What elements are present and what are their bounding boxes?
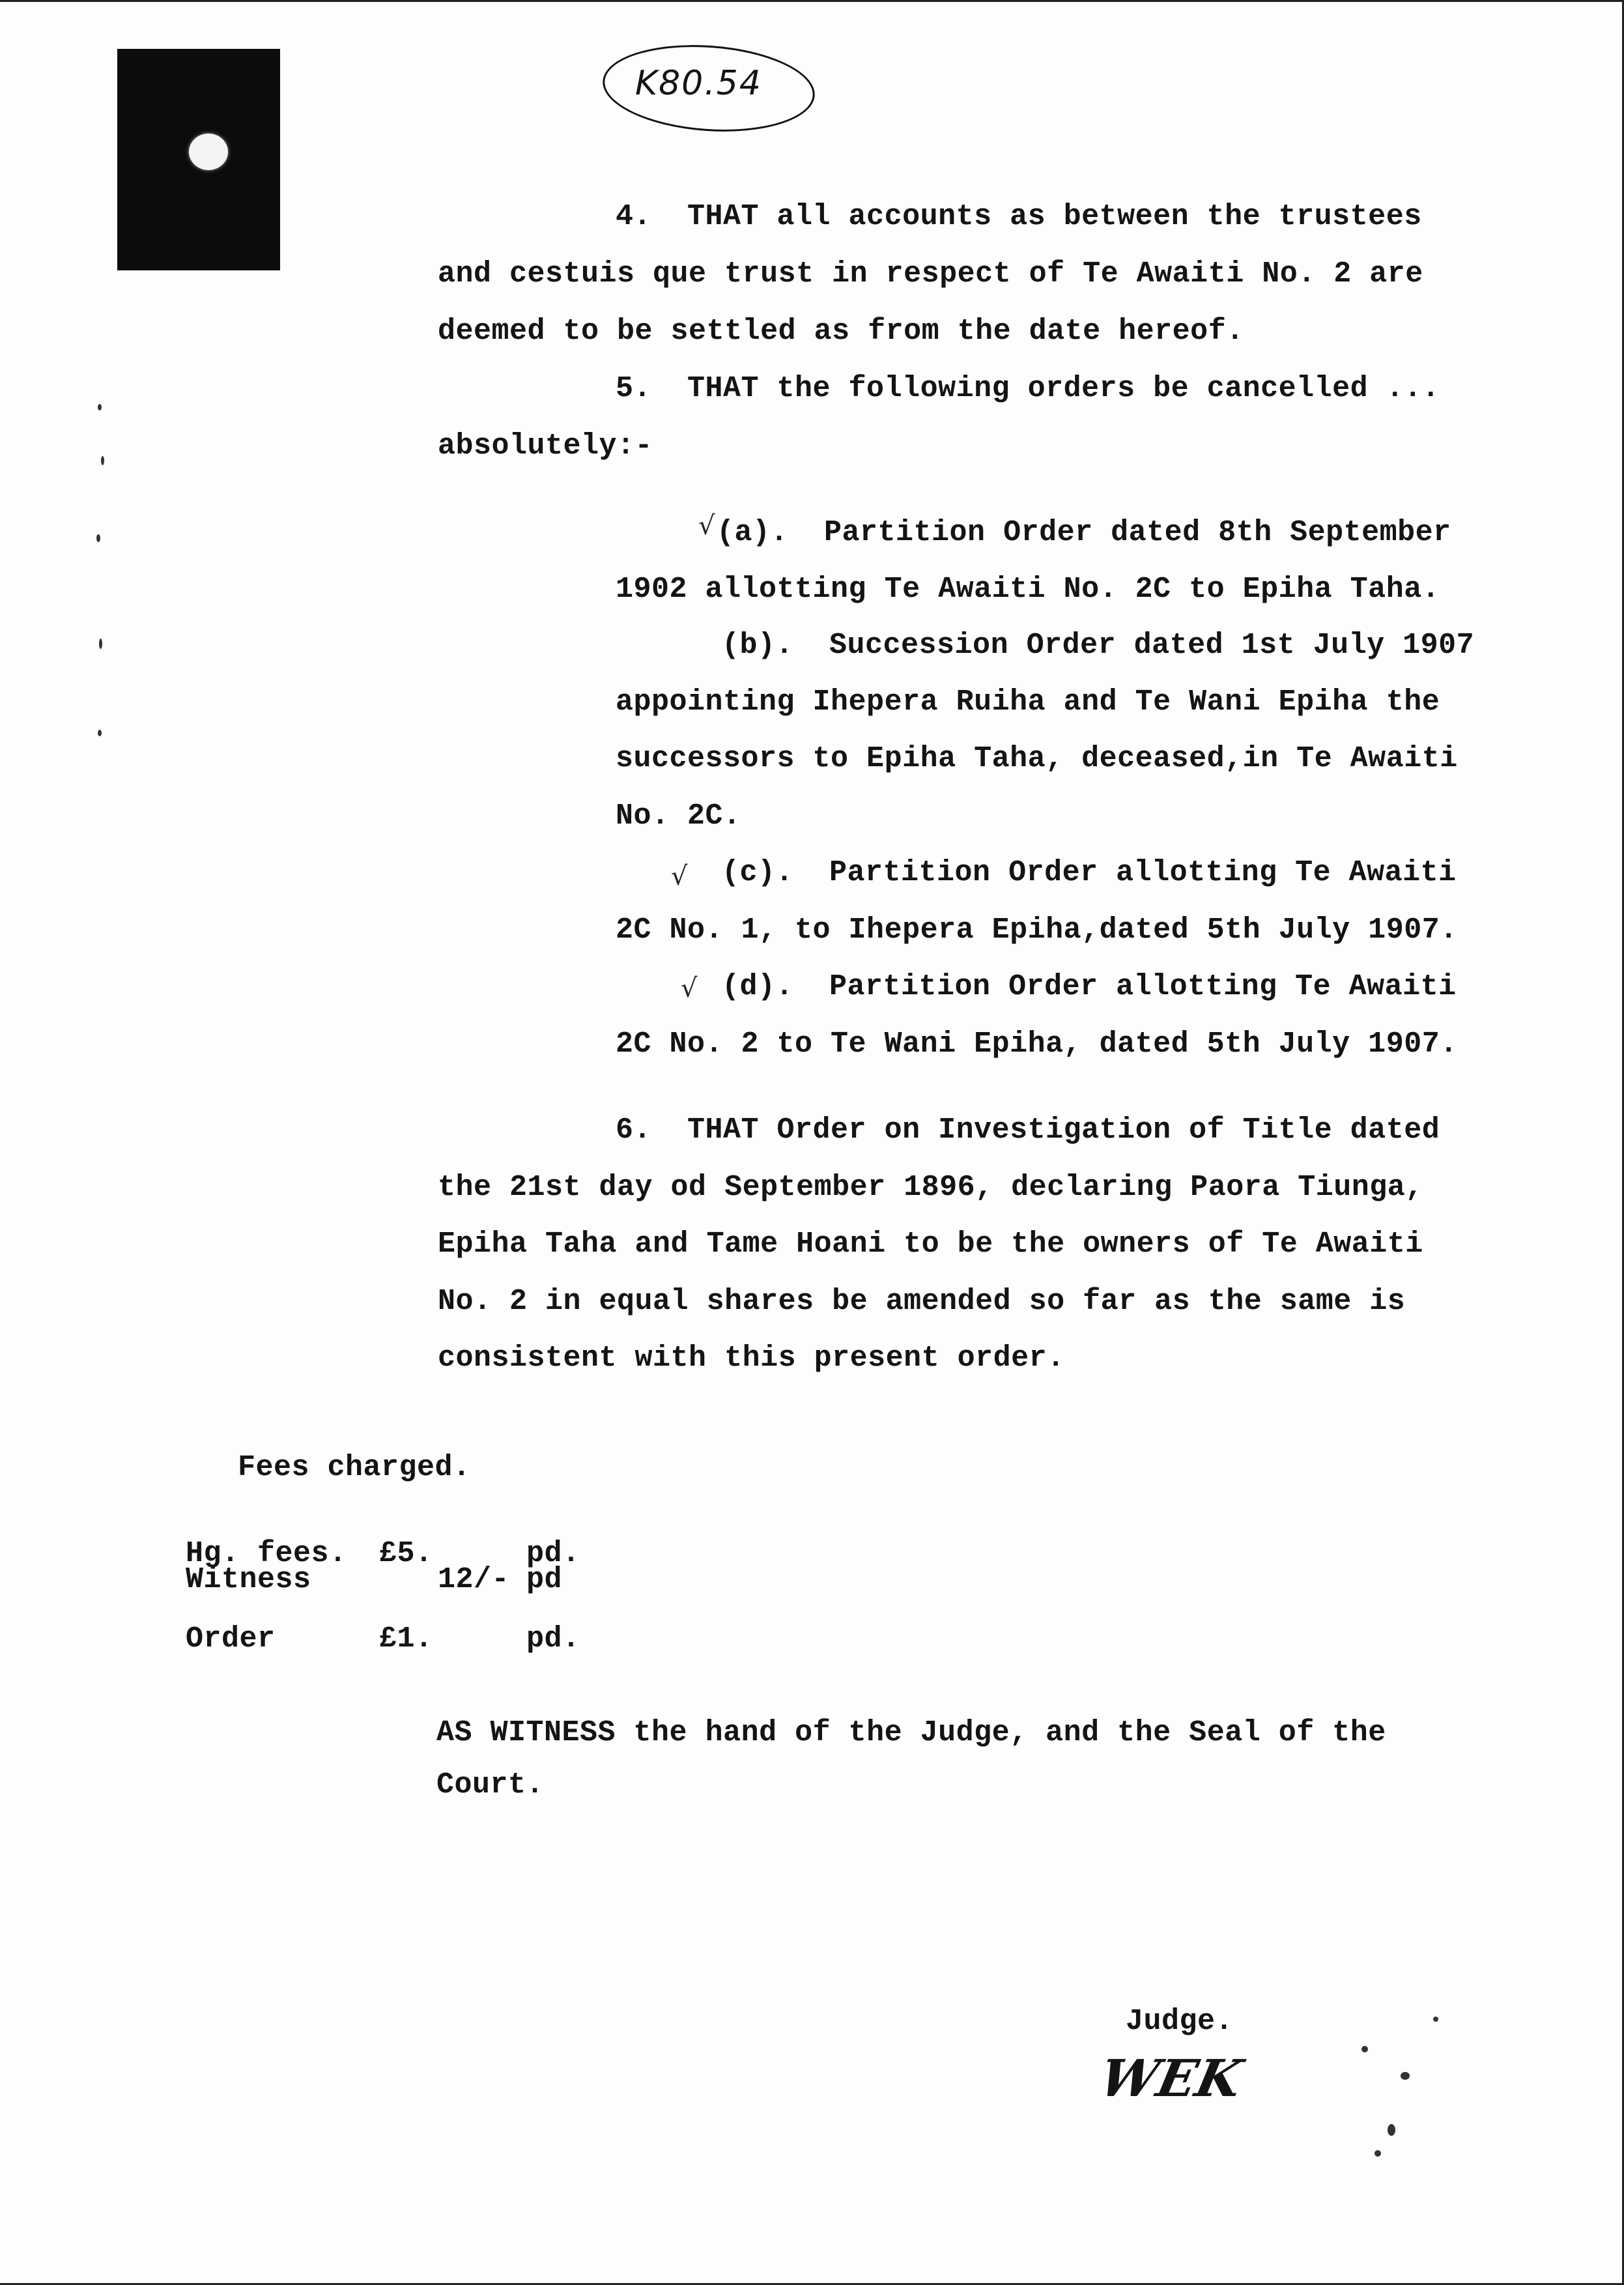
fee-item: Hg. fees. <box>186 1537 347 1570</box>
paragraph-4-line: and cestuis que trust in respect of Te Awaiti No. 2 are <box>438 257 1423 291</box>
paragraph-4-line: deemed to be settled as from the date hereof. <box>438 315 1244 348</box>
paragraph-6-line: the 21st day od September 1896, declaring Paora Tiunga, <box>438 1171 1423 1204</box>
order-a-line: 1902 allotting Te Awaiti No. 2C to Epiha Taha. <box>616 573 1440 606</box>
fee-amount: 12/- <box>438 1563 510 1596</box>
scan-speck <box>1433 2017 1438 2022</box>
scan-speck <box>1388 2124 1395 2136</box>
scan-border-top <box>0 0 1624 2</box>
scan-speck <box>1375 2150 1381 2157</box>
paragraph-5-line: 5. THAT the following orders be cancelled ... <box>616 372 1440 405</box>
fee-item: Witness <box>186 1563 311 1596</box>
check-mark-icon: √ <box>698 511 715 541</box>
order-d-line: (d). Partition Order allotting Te Awaiti <box>722 970 1457 1003</box>
order-b-line: (b). Succession Order dated 1st July 1907 <box>722 629 1475 662</box>
judge-label: Judge. <box>1126 2005 1234 2038</box>
check-mark-icon: √ <box>671 861 688 891</box>
fees-heading: Fees charged. <box>238 1451 471 1484</box>
scan-speck <box>96 534 100 542</box>
witness-clause-line: Court. <box>436 1768 545 1802</box>
paragraph-6-line: Epiha Taha and Tame Hoani to be the owners of Te Awaiti <box>438 1228 1423 1261</box>
fee-item: Order <box>186 1622 276 1656</box>
punch-hole <box>189 134 228 170</box>
order-b-line: successors to Epiha Taha, deceased,in Te Awaiti <box>616 742 1458 775</box>
order-b-line: appointing Ihepera Ruiha and Te Wani Epiha the <box>616 685 1440 719</box>
fee-status: pd <box>526 1563 563 1596</box>
fee-status: pd. <box>526 1622 580 1656</box>
paragraph-5-line: absolutely:- <box>438 429 653 463</box>
order-d-line: 2C No. 2 to Te Wani Epiha, dated 5th July 1907. <box>616 1028 1458 1061</box>
fee-status: pd. <box>526 1537 580 1570</box>
scan-speck <box>1361 2046 1368 2052</box>
scan-speck <box>98 404 102 410</box>
paragraph-4-line: 4. THAT all accounts as between the trustees <box>616 200 1422 233</box>
order-a-line: (a). Partition Order dated 8th September <box>717 516 1451 549</box>
paragraph-6-line: No. 2 in equal shares be amended so far as the same is <box>438 1285 1406 1318</box>
paragraph-6-line: 6. THAT Order on Investigation of Title dated <box>616 1114 1440 1147</box>
check-mark-icon: √ <box>681 973 698 1003</box>
scan-speck <box>101 456 104 465</box>
order-c-line: (c). Partition Order allotting Te Awaiti <box>722 856 1457 889</box>
witness-clause-line: AS WITNESS the hand of the Judge, and the Seal of the <box>436 1716 1386 1749</box>
paragraph-6-line: consistent with this present order. <box>438 1342 1065 1375</box>
fee-amount: £1. <box>379 1622 433 1656</box>
order-c-line: 2C No. 1, to Ihepera Epiha,dated 5th July 1907. <box>616 913 1458 947</box>
scan-speck <box>99 639 102 649</box>
scan-speck <box>98 730 102 736</box>
reference-mark: K80.54 <box>635 64 762 103</box>
order-b-line: No. 2C. <box>616 799 741 833</box>
scan-speck <box>1401 2072 1410 2080</box>
punch-hole-shadow <box>117 49 280 270</box>
fee-amount: £5. <box>379 1537 433 1570</box>
judge-signature: WEK <box>1094 2049 1247 2108</box>
